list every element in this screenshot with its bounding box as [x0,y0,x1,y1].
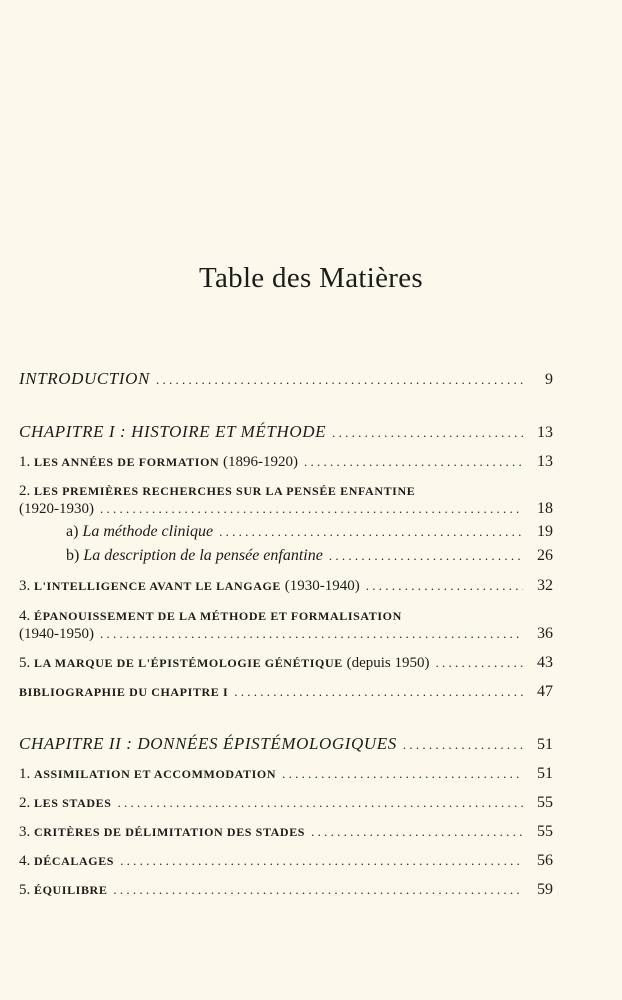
leader-dots [120,851,523,871]
leader-dots [311,822,523,842]
section-dates: (depuis 1950) [346,655,430,671]
page-number: 19 [537,523,553,540]
page-number: 13 [537,453,553,470]
toc-entry-chapter-1 [19,422,553,443]
toc-entry-ch2-s1 [19,764,553,784]
page-number: 59 [537,881,553,898]
section-number: 4. [19,853,31,869]
section-dates: (1896-1920) [223,454,299,470]
section-dates: (1940-1950) [19,626,94,642]
toc-entry-ch1-s1 [19,452,553,472]
section-number: 4. [19,608,31,624]
chapter-label: CHAPITRE I : HISTOIRE ET MÉTHODE [19,422,327,441]
subsection-marker: b) [66,547,80,564]
toc-entry-ch1-s2a [66,522,553,542]
page-number: 9 [545,371,553,388]
section-number: 5. [19,882,31,898]
page-number: 32 [537,577,553,594]
section-number: 2. [19,795,31,811]
page-title: Table des Matières [198,262,423,294]
section-dates: (1930-1940) [284,578,360,594]
bibliography-label: BIBLIOGRAPHIE DU CHAPITRE I [19,685,229,699]
page-number: 26 [537,547,553,564]
leader-dots [403,735,523,755]
leader-dots [117,793,523,813]
page-number: 18 [537,500,553,517]
section-number: 1. [19,766,31,782]
page-number: 51 [537,736,553,753]
toc-entry-ch1-s2-line1 [19,481,553,501]
subsection-marker: a) [66,523,79,540]
subsection-label: La description de la pensée enfantine [83,547,323,564]
leader-dots [113,880,523,900]
toc-entry-ch2-s4 [19,851,553,871]
leader-dots [329,546,523,566]
leader-dots [100,624,523,644]
section-label: CRITÈRES DE DÉLIMITATION DES STADES [34,825,306,839]
section-label: LES ANNÉES DE FORMATION [34,455,220,469]
section-number: 3. [19,824,31,840]
toc-entry-ch1-s4-line1 [19,606,553,626]
leader-dots [219,522,523,542]
leader-dots [332,423,523,443]
section-label: LES PREMIÈRES RECHERCHES SUR LA PENSÉE ENFANTINE [34,484,416,498]
section-label: L'INTELLIGENCE AVANT LE LANGAGE [34,579,282,593]
page-number: 55 [537,794,553,811]
toc-entry-ch1-s3 [19,576,553,596]
leader-dots [366,576,523,596]
section-label: DÉCALAGES [34,854,115,868]
toc-entry-chapter-2 [19,734,553,755]
page-number: 13 [537,424,553,441]
section-label: LA MARQUE DE L'ÉPISTÉMOLOGIE GÉNÉTIQUE [34,656,343,670]
section-label: ÉPANOUISSEMENT DE LA MÉTHODE ET FORMALISATION [34,609,402,623]
page-number: 51 [537,765,553,782]
section-number: 3. [19,578,31,594]
toc-entry-ch1-s2 [19,499,553,519]
section-number: 2. [19,483,31,499]
page-number: 47 [537,683,553,700]
toc-entry-ch1-s5 [19,653,553,673]
page-number: 56 [537,852,553,869]
leader-dots [234,682,523,702]
leader-dots [304,452,523,472]
section-number: 5. [19,655,31,671]
toc-entry-ch2-s2 [19,793,553,813]
entry-label: INTRODUCTION [19,369,150,388]
section-label: LES STADES [34,796,112,810]
toc-entry-introduction [19,369,553,390]
toc-entry-ch1-s4 [19,624,553,644]
toc-entry-ch1-bibliography [19,682,553,702]
chapter-label: CHAPITRE II : DONNÉES ÉPISTÉMOLOGIQUES [19,734,397,753]
section-label: ÉQUILIBRE [34,883,108,897]
leader-dots [436,653,523,673]
toc-entry-ch2-s3 [19,822,553,842]
leader-dots [100,499,523,519]
section-number: 1. [19,454,31,470]
leader-dots [156,370,523,390]
page-number: 36 [537,625,553,642]
toc-entry-ch2-s5 [19,880,553,900]
leader-dots [282,764,523,784]
page-number: 43 [537,654,553,671]
page-number: 55 [537,823,553,840]
section-dates: (1920-1930) [19,501,94,517]
section-label: ASSIMILATION ET ACCOMMODATION [34,767,277,781]
toc-entry-ch1-s2b [66,546,553,566]
subsection-label: La méthode clinique [82,523,214,540]
